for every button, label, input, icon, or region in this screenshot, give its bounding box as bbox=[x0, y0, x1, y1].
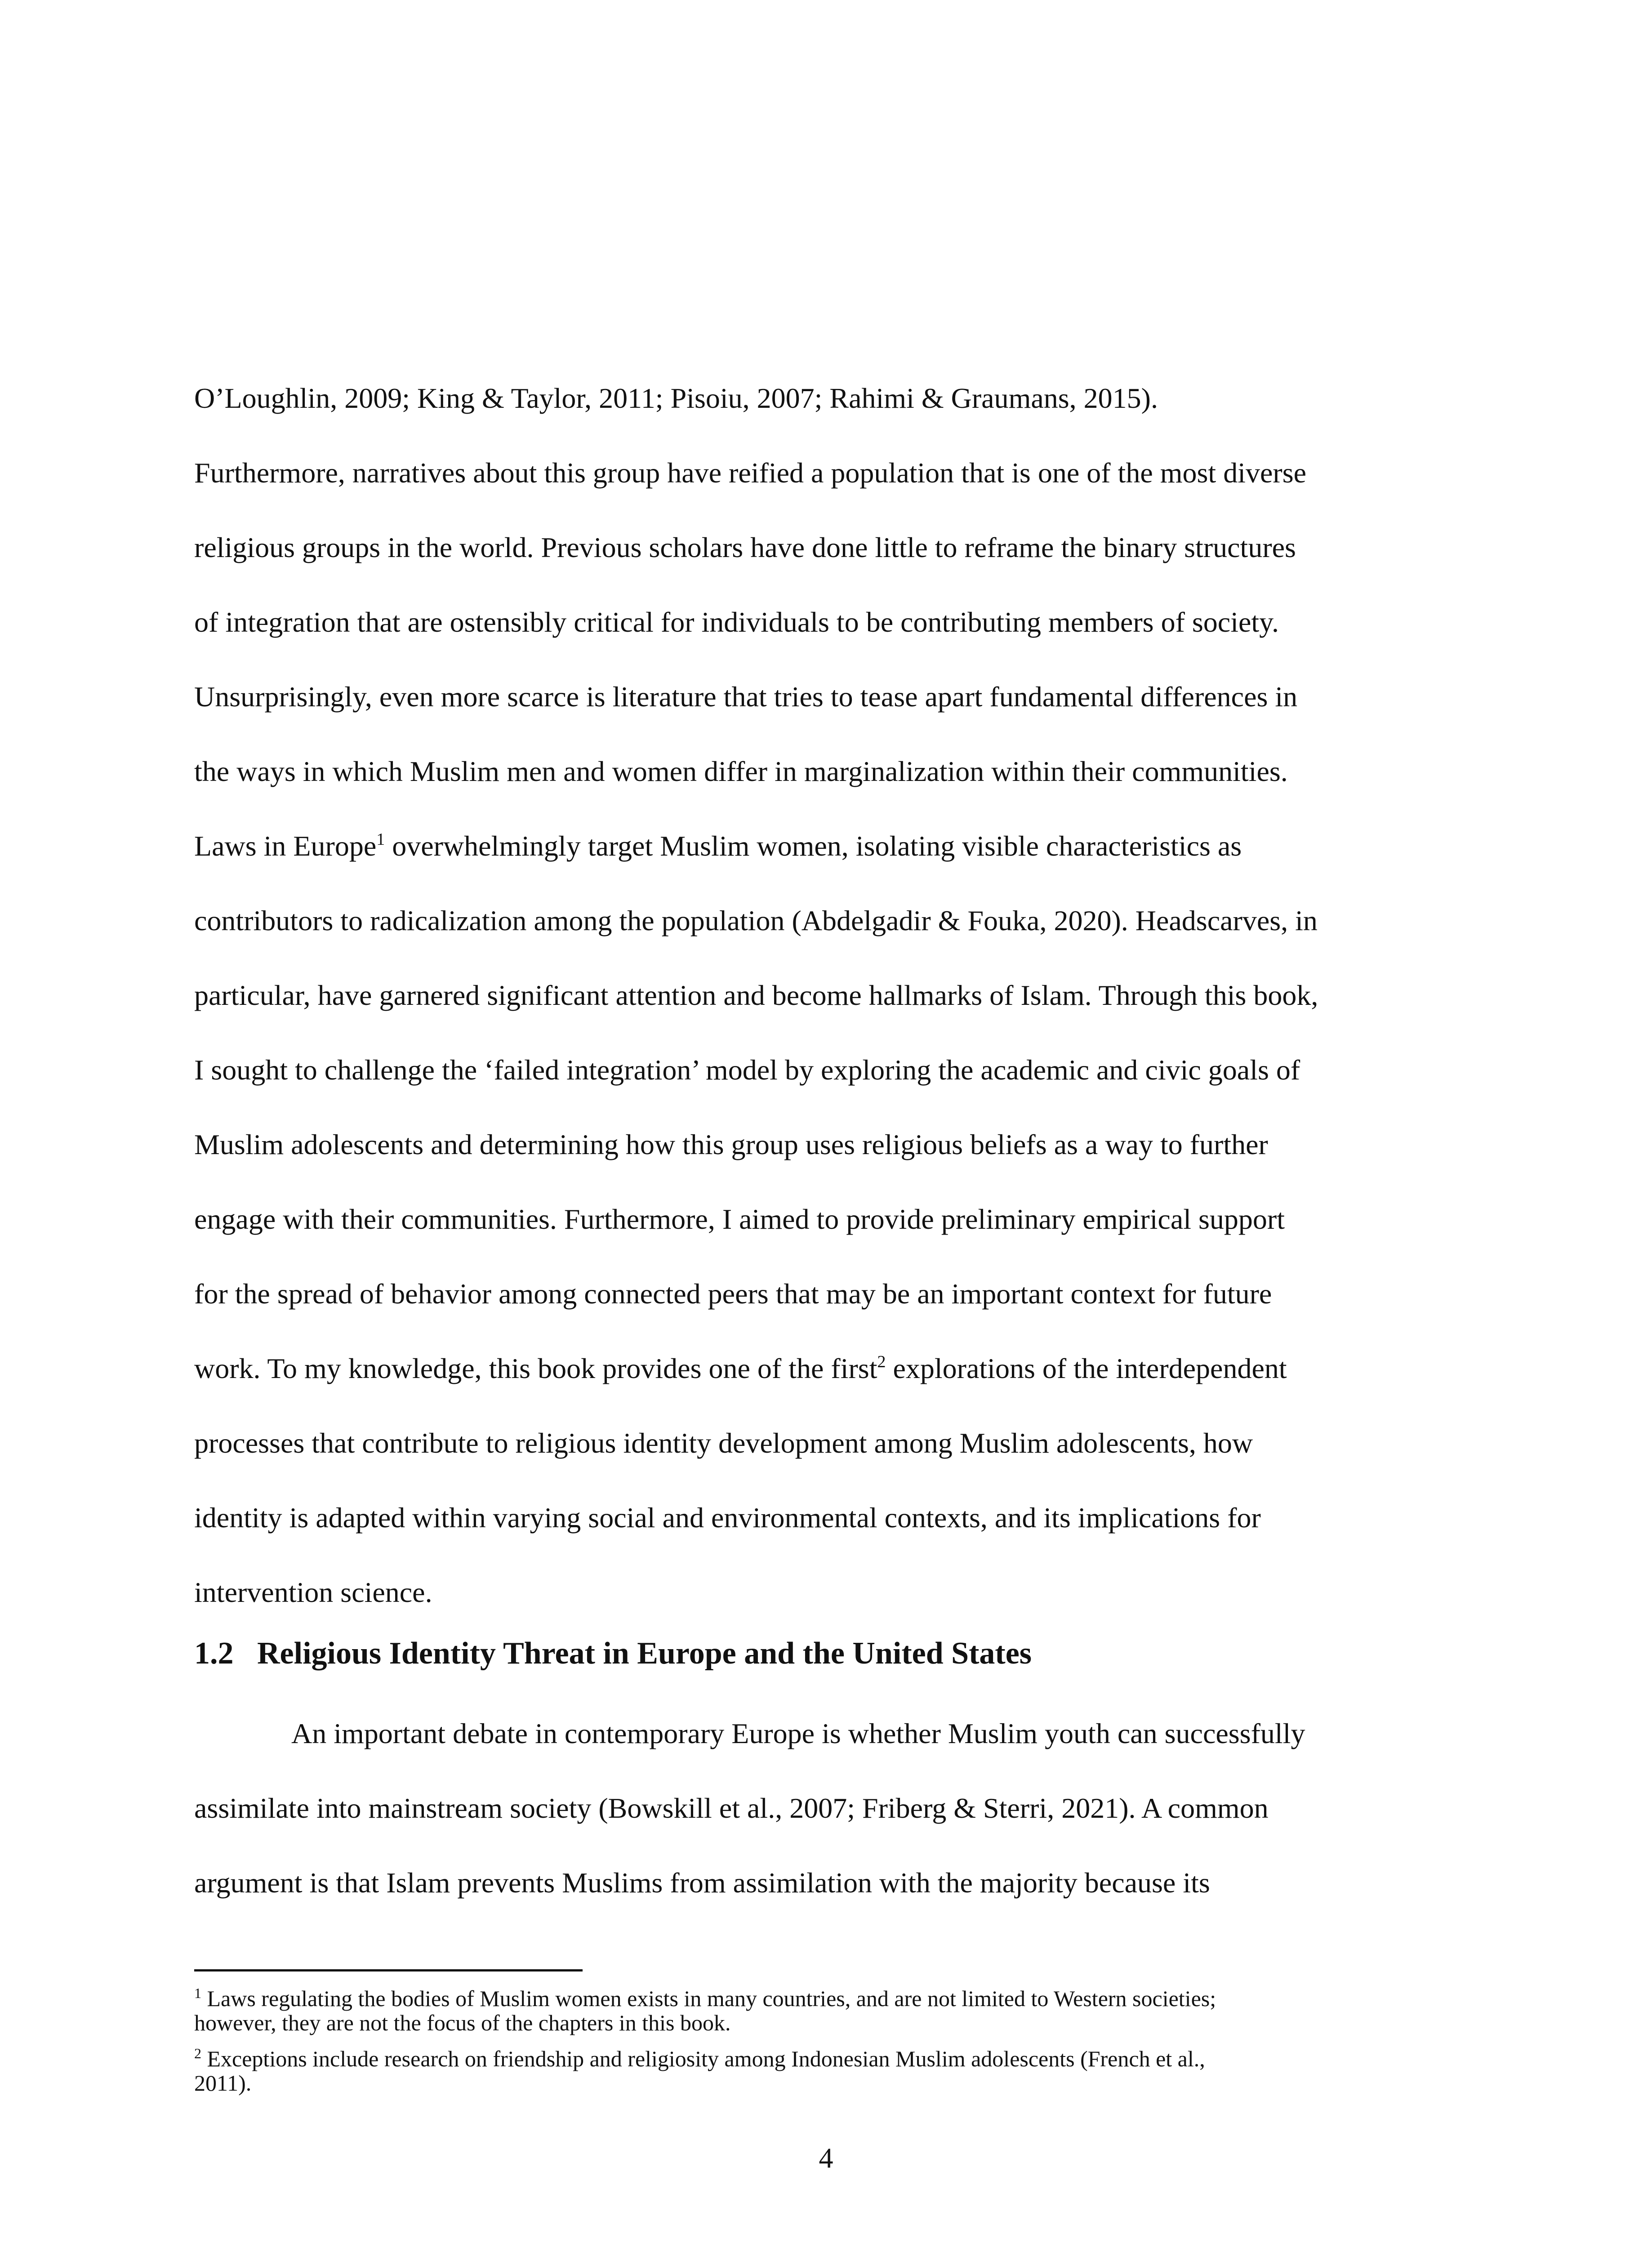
text-line: contributors to radicalization among the population (Abdelgadir & Fouka, 2020). Headscarves, in bbox=[194, 905, 1318, 937]
text-segment: explorations of the interdependent bbox=[886, 1352, 1287, 1384]
body-paragraph bbox=[194, 1696, 1489, 1920]
footnote-marker: 1 bbox=[194, 1985, 201, 2001]
section-heading bbox=[194, 1631, 1489, 1676]
footnote-ref-1[interactable]: 1 bbox=[376, 830, 385, 849]
text-line: of integration that are ostensibly critical for individuals to be contributing members of society. bbox=[194, 606, 1279, 638]
text-line: the ways in which Muslim men and women differ in marginalization within their communities. bbox=[194, 755, 1288, 787]
footnotes bbox=[194, 1986, 1489, 2107]
text-line bbox=[194, 1331, 1489, 1406]
text-segment: overwhelmingly target Muslim women, isolating visible characteristics as bbox=[385, 830, 1242, 862]
footnote-marker: 2 bbox=[194, 2045, 201, 2061]
text-line: argument is that Islam prevents Muslims from assimilation with the majority because its bbox=[194, 1867, 1210, 1899]
text-line: O’Loughlin, 2009; King & Taylor, 2011; Pisoiu, 2007; Rahimi & Graumans, 2015). bbox=[194, 382, 1158, 414]
footnote-text: Exceptions include research on friendship and religiosity among Indonesian Muslim adolescents (French et al., bbox=[207, 2046, 1205, 2071]
text-line: for the spread of behavior among connected peers that may be an important context for future bbox=[194, 1278, 1272, 1310]
text-line: identity is adapted within varying social and environmental contexts, and its implications for bbox=[194, 1502, 1261, 1534]
text-line: I sought to challenge the ‘failed integration’ model by exploring the academic and civic goals of bbox=[194, 1054, 1300, 1086]
footnote-text: Laws regulating the bodies of Muslim women exists in many countries, and are not limited to Western societies; bbox=[207, 1986, 1216, 2011]
footnote-2 bbox=[194, 2047, 1489, 2095]
text-line: engage with their communities. Furthermore, I aimed to provide preliminary empirical support bbox=[194, 1203, 1285, 1235]
footnote-1 bbox=[194, 1986, 1489, 2035]
text-line: religious groups in the world. Previous scholars have done little to reframe the binary structures bbox=[194, 531, 1296, 563]
text-line: processes that contribute to religious identity development among Muslim adolescents, how bbox=[194, 1427, 1253, 1459]
text-line bbox=[194, 809, 1489, 883]
page-number: 4 bbox=[819, 2142, 833, 2174]
text-line: An important debate in contemporary Europe is whether Muslim youth can successfully bbox=[291, 1717, 1305, 1749]
section-number: 1.2 bbox=[194, 1636, 234, 1671]
footnote-line: however, they are not the focus of the chapters in this book. bbox=[194, 2010, 731, 2035]
text-line: Unsurprisingly, even more scarce is literature that tries to tease apart fundamental differences in bbox=[194, 681, 1298, 713]
body-paragraph bbox=[194, 361, 1489, 1630]
footnote-ref-2[interactable]: 2 bbox=[877, 1352, 886, 1371]
footnote-line bbox=[194, 1986, 1216, 2011]
text-line: Muslim adolescents and determining how this group uses religious beliefs as a way to further bbox=[194, 1128, 1268, 1160]
text-segment: Laws in Europe bbox=[194, 830, 377, 862]
footnote-separator bbox=[194, 1969, 583, 1971]
section-title: Religious Identity Threat in Europe and the United States bbox=[257, 1636, 1032, 1671]
text-line: particular, have garnered significant attention and become hallmarks of Islam. Through this book, bbox=[194, 979, 1318, 1011]
text-line: intervention science. bbox=[194, 1576, 432, 1608]
text-segment: work. To my knowledge, this book provides one of the first bbox=[194, 1352, 877, 1384]
text-line: Furthermore, narratives about this group have reified a population that is one of the most diverse bbox=[194, 457, 1306, 489]
footnote-line bbox=[194, 2046, 1205, 2071]
text-line: assimilate into mainstream society (Bowskill et al., 2007; Friberg & Sterri, 2021). A common bbox=[194, 1792, 1269, 1824]
footnote-line: 2011). bbox=[194, 2070, 252, 2096]
